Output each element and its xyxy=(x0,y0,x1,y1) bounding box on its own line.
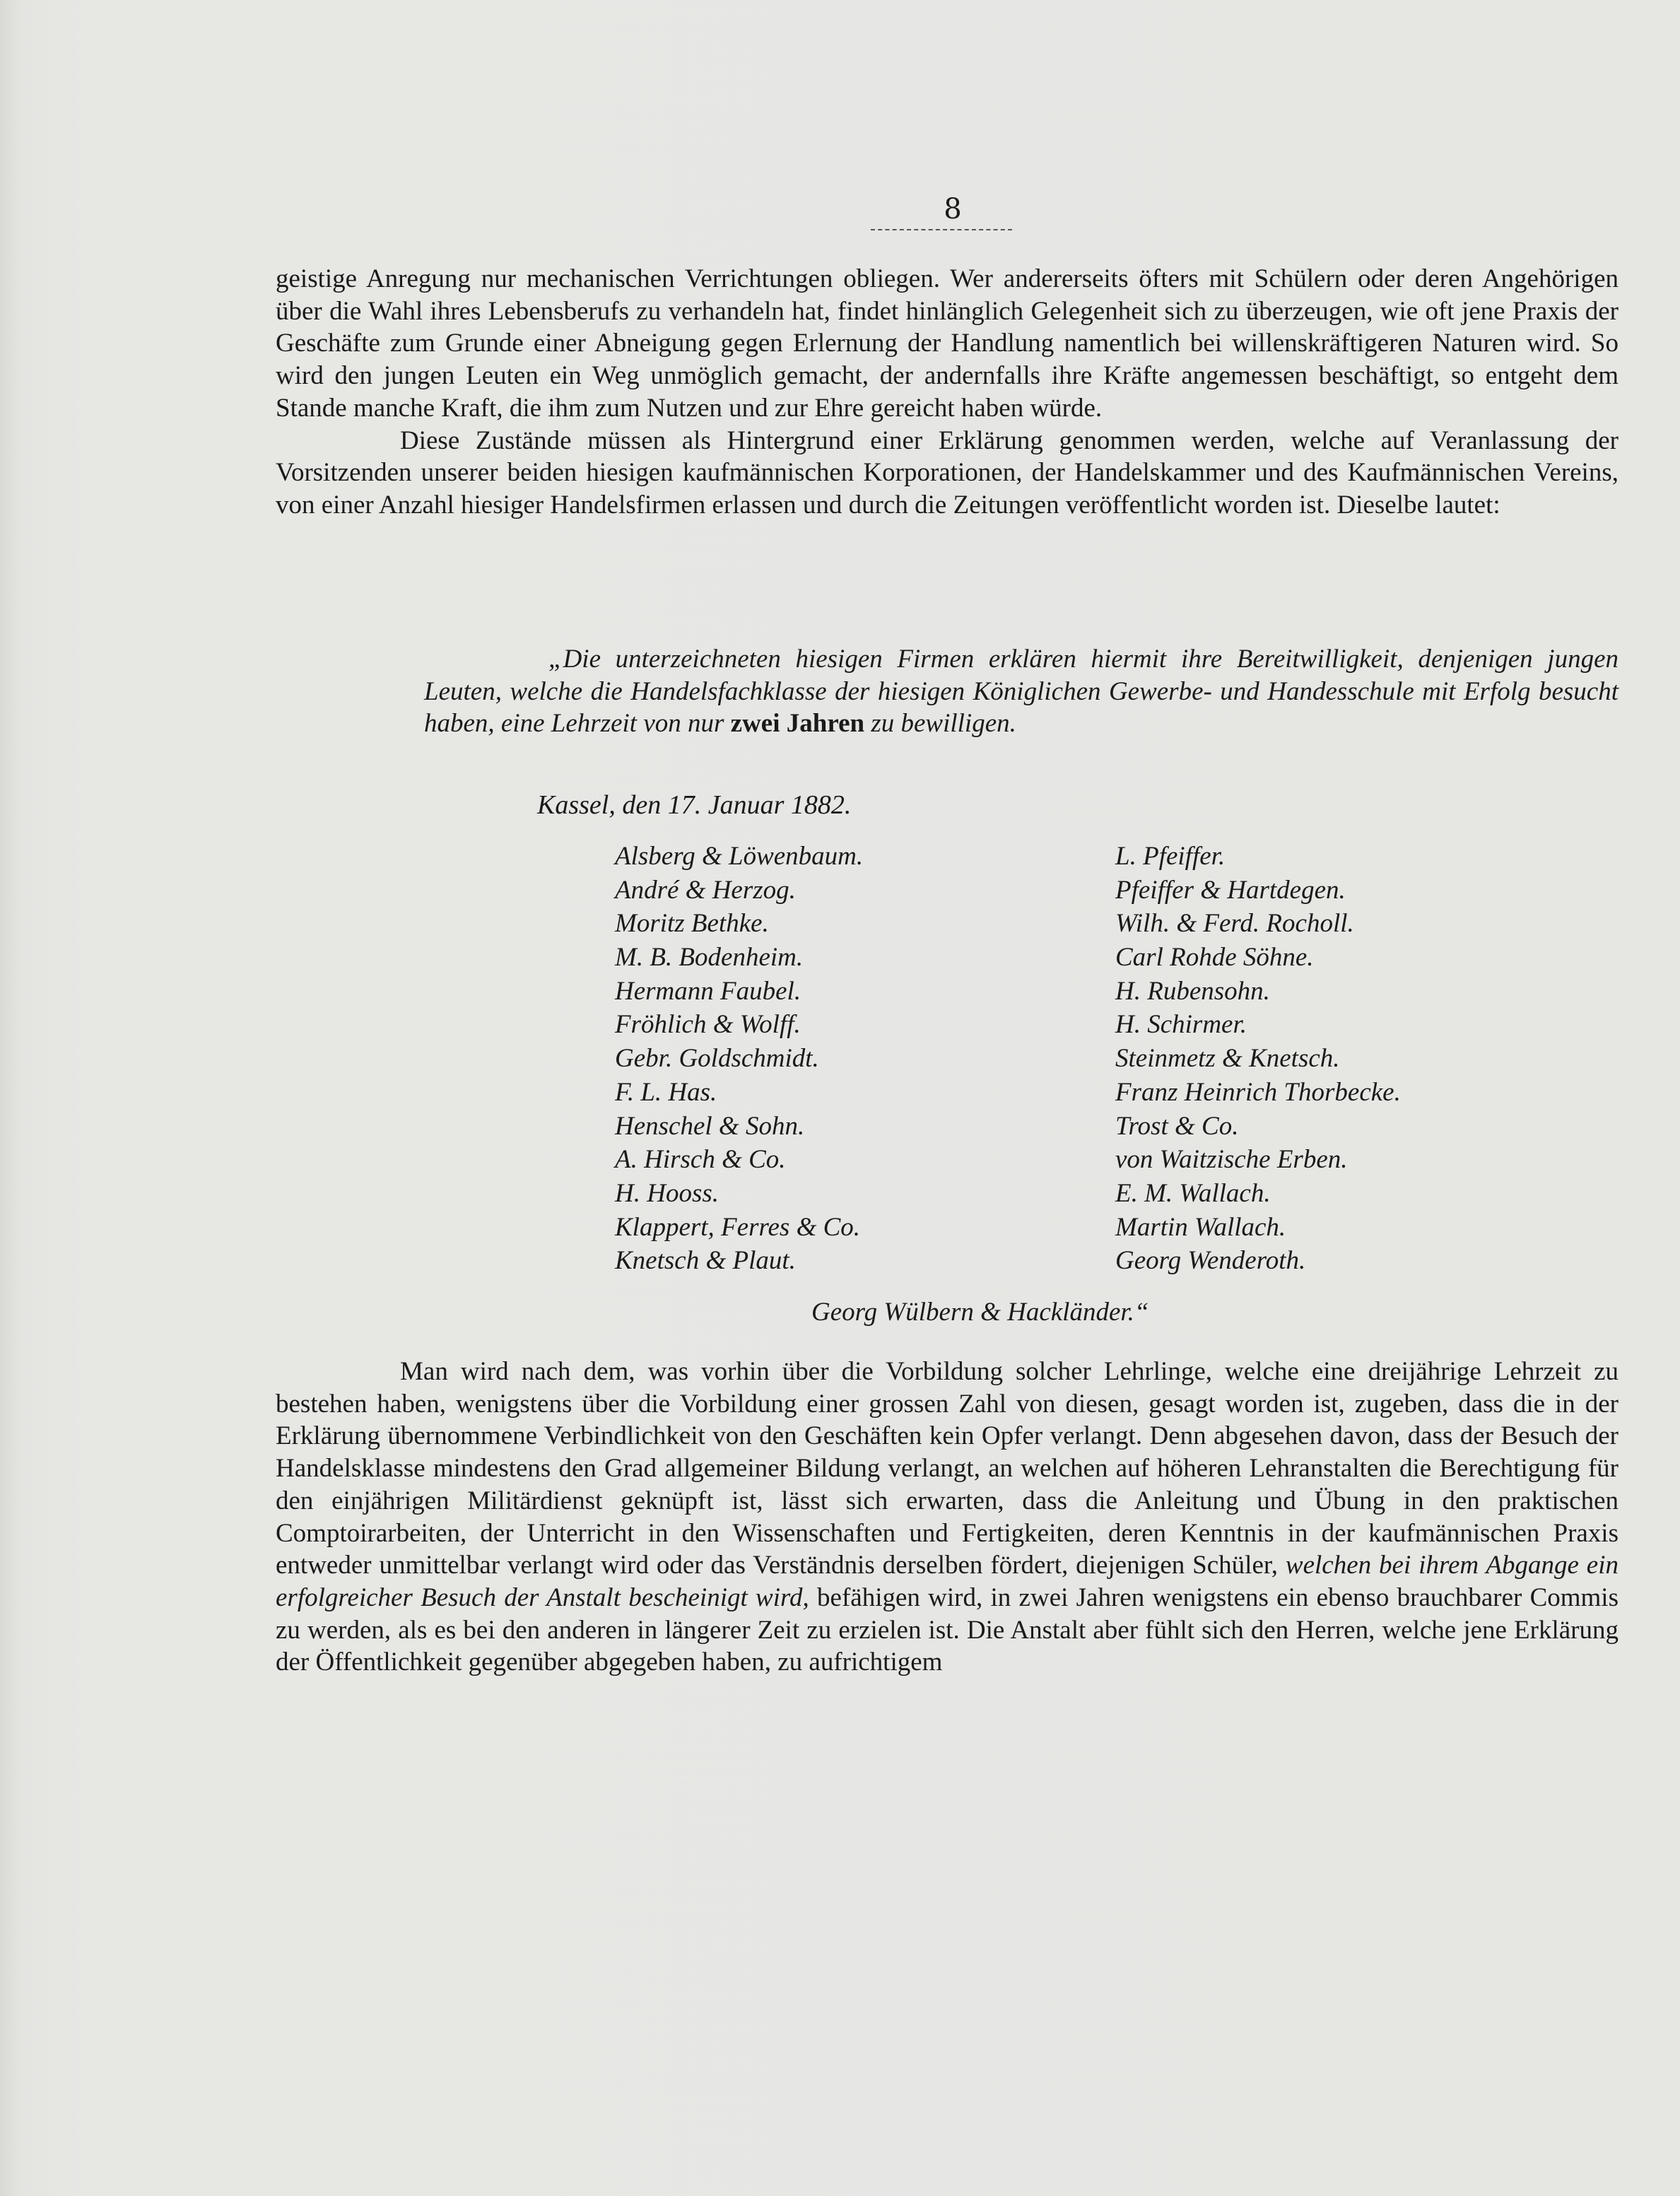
firm-name: Steinmetz & Knetsch. xyxy=(1115,1044,1340,1074)
firm-name: Trost & Co. xyxy=(1115,1111,1239,1141)
firm-name: von Waitzische Erben. xyxy=(1115,1145,1348,1175)
firm-name: F. L. Has. xyxy=(615,1077,717,1107)
firm-name: Wilh. & Ferd. Rocholl. xyxy=(1115,909,1354,939)
firm-name: Alsberg & Löwenbaum. xyxy=(615,842,864,871)
firm-name: Franz Heinrich Thorbecke. xyxy=(1115,1077,1401,1107)
firm-name: Fröhlich & Wolff. xyxy=(615,1010,801,1040)
page-number: 8 xyxy=(944,193,962,225)
firm-name: H. Hooss. xyxy=(615,1178,719,1208)
intro-text xyxy=(276,263,1619,522)
paragraph-3: Man wird nach dem, was vorhin über die Vorbildung solcher Lehrlinge, welche eine dreijährige Lehrzeit zu bestehen haben, wenigstens über die Vorbildung einer grossen Zahl von diesen, gesagt worden ist, zugeben, dass die in der Erklärung übernommene Verbindlichkeit von den Geschäften kein Opfer verlangt. Denn abgesehen davon, dass der Besuch der Handelsklasse mindestens den Grad allgemeiner Bildung verlangt, an welchen auf höheren Lehranstalten die Berechtigung für den einjährigen Militärdienst geknüpft ist, lässt sich erwarten, dass die Anleitung und Übung in den praktischen Comptoirarbeiten, der Unterricht in den Wissenschaften und Fertigkeiten, deren Kenntnis in der kaufmännischen Praxis entweder unmittelbar verlangt wird oder das Verständnis derselben fördert, diejenigen Schüler, welchen bei ihrem Abgange ein erfolgreicher Besuch der Anstalt bescheinigt wird, befähigen wird, in zwei Jahren wenigstens ein ebenso brauchbarer Commis zu werden, als es bei den anderen in längerer Zeit zu erzielen ist. Die Anstalt aber fühlt sich den Herren, welche jene Erklärung der Öffentlichkeit gegenüber abgegeben haben, zu aufrichtigem xyxy=(276,1357,1619,1677)
declaration-text: „Die unterzeichneten hiesigen Firmen erklären hiermit ihre Bereitwilligkeit, denjenigen jungen Leuten, welche die Handelsfachklasse der hiesigen Königlichen Gewerbe- und Handesschule mit Erfolg besucht haben, eine Lehrzeit von nur xyxy=(424,645,1619,739)
firm-name: Carl Rohde Söhne. xyxy=(1115,943,1314,973)
place-date: Kassel, den 17. Januar 1882. xyxy=(537,790,852,820)
firm-name: E. M. Wallach. xyxy=(1115,1178,1271,1208)
firms-right-column xyxy=(1115,840,1401,1278)
closing-text xyxy=(276,1356,1619,1679)
page-number-rule xyxy=(871,229,1012,230)
firm-name: Gebr. Goldschmidt. xyxy=(615,1044,819,1074)
firm-name: M. B. Bodenheim. xyxy=(615,943,804,973)
declaration-end: zu bewilligen. xyxy=(871,709,1016,739)
firm-name: Knetsch & Plaut. xyxy=(615,1246,796,1276)
firm-name: H. Rubensohn. xyxy=(1115,976,1270,1006)
declaration-bold: zwei Jahren xyxy=(730,709,865,739)
firm-name: Pfeiffer & Hartdegen. xyxy=(1115,875,1346,905)
firm-name: Hermann Faubel. xyxy=(615,976,801,1006)
paragraph-1: geistige Anregung nur mechanischen Verrichtungen obliegen. Wer andererseits öfters mit Schülern oder deren Angehörigen über die Wahl ihres Lebensberufs zu verhandeln hat, findet hinlänglich Gelegenheit sich zu überzeugen, wie oft jene Praxis der Geschäfte zum Grunde einer Abneigung gegen Erlernung der Handlung namentlich bei willenskräftigeren Naturen wird. So wird den jungen Leuten ein Weg unmöglich gemacht, der andernfalls ihre Kräfte angemessen beschäftigt, so entgeht dem Stande manche Kraft, die ihm zum Nutzen und zur Ehre gereicht haben würde. xyxy=(276,264,1619,423)
last-firm: Georg Wülbern & Hackländer.“ xyxy=(811,1298,1149,1327)
firm-name: L. Pfeiffer. xyxy=(1115,842,1226,871)
italic-phrase: welchen bei ihrem Abgange ein erfolgreicher Besuch der Anstalt bescheinigt wird, xyxy=(276,1551,1619,1612)
firm-name: André & Herzog. xyxy=(615,875,796,905)
declaration-quote xyxy=(424,643,1619,740)
firms-left-column xyxy=(615,840,863,1278)
firm-name: A. Hirsch & Co. xyxy=(615,1145,786,1175)
firm-name: Klappert, Ferres & Co. xyxy=(615,1212,861,1242)
firm-name: Georg Wenderoth. xyxy=(1115,1246,1306,1276)
firm-name: H. Schirmer. xyxy=(1115,1010,1247,1040)
firm-name: Henschel & Sohn. xyxy=(615,1111,805,1141)
paragraph-2: Diese Zustände müssen als Hintergrund einer Erklärung genommen werden, welche auf Veranlassung der Vorsitzenden unserer beiden hiesigen kaufmännischen Korporationen, der Handelskammer und des Kaufmännischen Vereins, von einer Anzahl hiesiger Handelsfirmen erlassen und durch die Zeitungen veröffentlicht worden ist. Dieselbe lautet: xyxy=(276,425,1619,519)
firm-name: Moritz Bethke. xyxy=(615,909,769,939)
firm-name: Martin Wallach. xyxy=(1115,1212,1286,1242)
